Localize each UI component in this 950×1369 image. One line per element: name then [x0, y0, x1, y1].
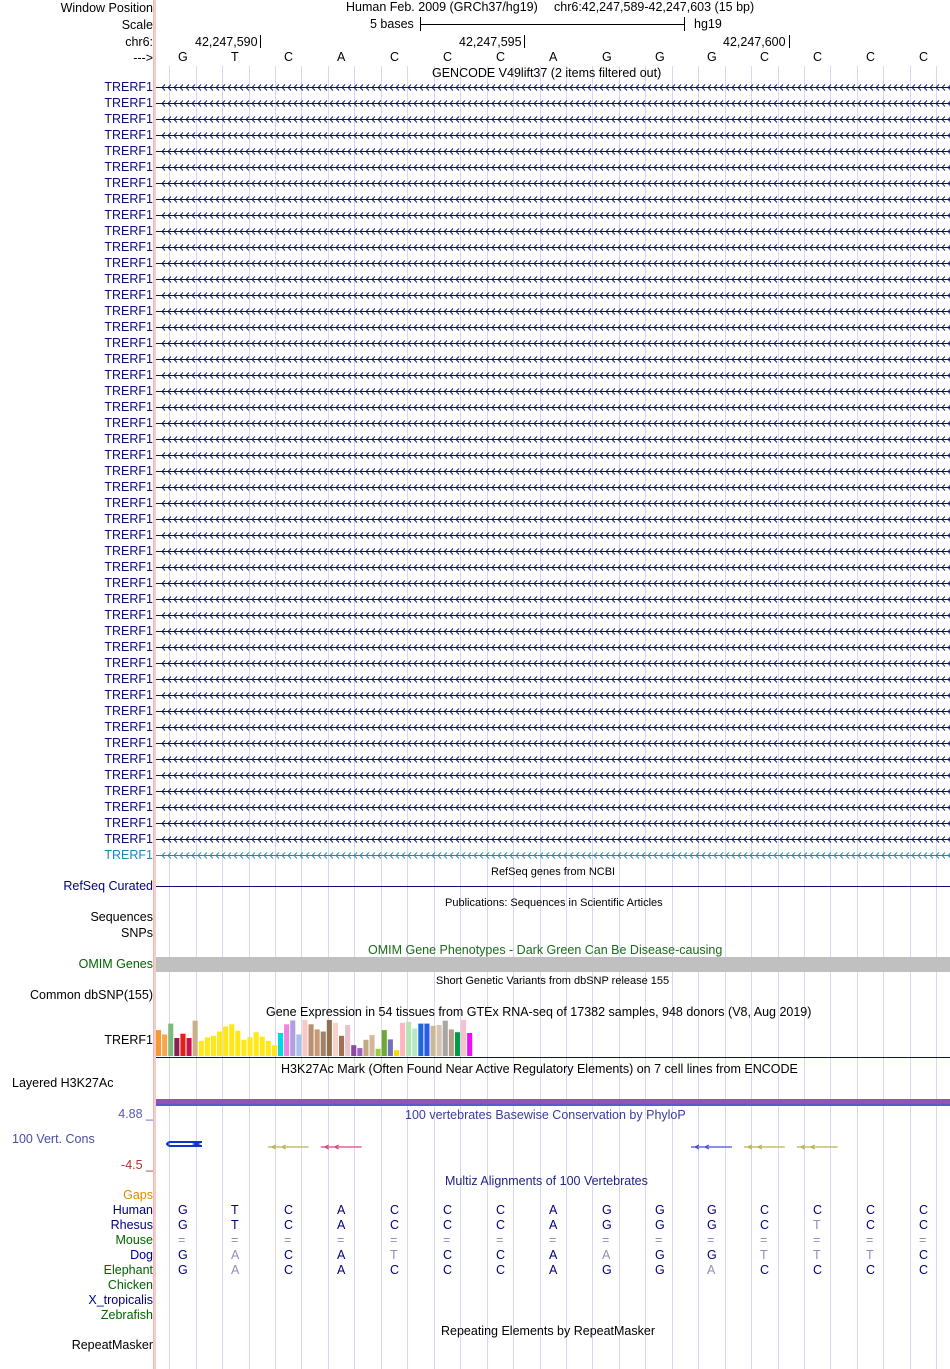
gencode-row-label[interactable]: TRERF1 — [104, 528, 153, 542]
aligned-base: C — [919, 1263, 929, 1277]
aligned-base: C — [760, 1203, 770, 1217]
gtex-tissue-bar[interactable] — [382, 1030, 387, 1056]
gencode-row-label[interactable]: TRERF1 — [104, 272, 153, 286]
aligned-base: C — [813, 1203, 823, 1217]
aligned-base: C — [813, 1263, 823, 1277]
window-position-label: Window Position — [60, 1, 153, 15]
aligned-base: G — [602, 1218, 612, 1232]
reference-base: G — [655, 50, 665, 64]
gtex-tissue-bar[interactable] — [345, 1025, 350, 1056]
gtex-bar-chart[interactable] — [156, 1018, 950, 1058]
track-data-area — [156, 0, 950, 1369]
gencode-transcript-line[interactable] — [156, 675, 950, 683]
aligned-base: C — [390, 1263, 400, 1277]
refseq-curated-label[interactable]: RefSeq Curated — [63, 879, 153, 893]
gencode-transcript-line[interactable] — [156, 739, 950, 747]
gtex-tissue-bar[interactable] — [174, 1038, 179, 1056]
gtex-tissue-bar[interactable] — [205, 1037, 210, 1056]
aligned-base: A — [337, 1263, 346, 1277]
tick-label-2: 42,247,595 — [459, 35, 522, 49]
gencode-transcript-line[interactable] — [156, 835, 950, 843]
species-label[interactable]: Zebrafish — [100, 1308, 153, 1322]
gencode-row-label[interactable]: TRERF1 — [104, 496, 153, 510]
omim-title[interactable]: OMIM Gene Phenotypes - Dark Green Can Be Disease-causing — [368, 943, 723, 957]
aligned-base: C — [284, 1203, 294, 1217]
gencode-transcript-line[interactable] — [156, 387, 950, 395]
phylop-score-mark[interactable] — [268, 1145, 309, 1149]
gencode-row-label[interactable]: TRERF1 — [104, 816, 153, 830]
omim-genes-label[interactable]: OMIM Genes — [78, 957, 153, 971]
gencode-transcript-line[interactable] — [156, 707, 950, 715]
aligned-base: C — [443, 1203, 453, 1217]
gencode-row-label[interactable]: TRERF1 — [104, 432, 153, 446]
gencode-transcript-line[interactable] — [156, 691, 950, 699]
db-text: hg19 — [694, 17, 722, 31]
gencode-row-label[interactable]: TRERF1 — [104, 704, 153, 718]
gencode-transcript-line[interactable] — [156, 659, 950, 667]
chrom-label: chr6: — [125, 35, 153, 49]
aligned-base: T — [231, 1218, 239, 1232]
reference-base: G — [602, 50, 612, 64]
gencode-transcript-line[interactable] — [156, 723, 950, 731]
gtex-tissue-bar[interactable] — [394, 1050, 399, 1056]
aligned-base: C — [443, 1263, 453, 1277]
gtex-tissue-bar[interactable] — [248, 1037, 253, 1056]
gencode-row-label[interactable]: TRERF1 — [104, 160, 153, 174]
aligned-base: = — [602, 1233, 610, 1247]
gencode-row-label[interactable]: TRERF1 — [104, 400, 153, 414]
gencode-transcript-line[interactable] — [156, 99, 950, 107]
aligned-base: C — [443, 1218, 453, 1232]
gencode-transcript-line[interactable] — [156, 291, 950, 299]
gtex-tissue-bar[interactable] — [467, 1033, 472, 1056]
aligned-base: A — [602, 1248, 611, 1262]
aligned-base: G — [707, 1218, 717, 1232]
aligned-base: C — [919, 1203, 929, 1217]
gencode-transcript-line[interactable] — [156, 371, 950, 379]
aligned-base: T — [866, 1248, 874, 1262]
aligned-base: G — [655, 1263, 665, 1277]
gtex-gene-label[interactable]: TRERF1 — [104, 1033, 153, 1047]
aligned-base: C — [390, 1218, 400, 1232]
gencode-transcript-line[interactable] — [156, 787, 950, 795]
aligned-base: C — [496, 1218, 506, 1232]
gencode-row-label[interactable]: TRERF1 — [104, 320, 153, 334]
aligned-base: G — [178, 1248, 188, 1262]
gtex-tissue-bar[interactable] — [376, 1049, 381, 1056]
gencode-row-label[interactable]: TRERF1 — [104, 128, 153, 142]
scale-text: 5 bases — [370, 17, 414, 31]
gencode-transcript-line[interactable] — [156, 259, 950, 267]
aligned-base: C — [284, 1218, 294, 1232]
gtex-tissue-bar[interactable] — [357, 1048, 362, 1056]
aligned-base: C — [496, 1203, 506, 1217]
aligned-base: C — [443, 1248, 453, 1262]
h3k27ac-title[interactable]: H3K27Ac Mark (Often Found Near Active Regulatory Elements) on 7 cell lines from ENCODE — [281, 1062, 798, 1076]
tick-mark-2 — [524, 35, 525, 48]
aligned-base: = — [443, 1233, 451, 1247]
gencode-row-label[interactable]: TRERF1 — [104, 384, 153, 398]
aligned-base: G — [178, 1218, 188, 1232]
aligned-base: T — [813, 1218, 821, 1232]
gtex-tissue-bar[interactable] — [235, 1031, 240, 1056]
gaps-label: Gaps — [123, 1188, 153, 1202]
gtex-tissue-bar[interactable] — [296, 1034, 301, 1056]
gencode-transcript-line[interactable] — [156, 435, 950, 443]
gencode-transcript-line[interactable] — [156, 307, 950, 315]
species-label[interactable]: Chicken — [107, 1278, 153, 1292]
gtex-tissue-bar[interactable] — [333, 1023, 338, 1056]
gtex-tissue-bar[interactable] — [290, 1020, 295, 1056]
pubs-title[interactable]: Publications: Sequences in Scientific Articles — [445, 897, 663, 909]
gencode-transcript-line[interactable] — [156, 451, 950, 459]
reference-base: A — [337, 50, 346, 64]
species-label[interactable]: X_tropicalis — [88, 1293, 153, 1307]
reference-base: G — [707, 50, 717, 64]
aligned-base: C — [496, 1248, 506, 1262]
gencode-row-label[interactable]: TRERF1 — [104, 560, 153, 574]
gencode-transcript-line[interactable] — [156, 83, 950, 91]
gencode-row-label[interactable]: TRERF1 — [104, 240, 153, 254]
strand-label: ---> — [133, 51, 153, 65]
h3k27ac-signal[interactable] — [156, 1099, 950, 1107]
phylop-title[interactable]: 100 vertebrates Basewise Conservation by PhyloP — [405, 1108, 686, 1122]
gencode-transcript-line[interactable] — [156, 755, 950, 763]
aligned-base: A — [549, 1248, 558, 1262]
layered-h3k27ac-label[interactable]: Layered H3K27Ac — [12, 1076, 114, 1090]
gencode-row-label[interactable]: TRERF1 — [104, 96, 153, 110]
refseq-gene-line[interactable] — [156, 886, 950, 887]
position-text: chr6:42,247,589-42,247,603 (15 bp) — [554, 0, 755, 14]
gencode-transcript-line[interactable] — [156, 515, 950, 523]
gencode-transcript-line[interactable] — [156, 275, 950, 283]
aligned-base: G — [655, 1218, 665, 1232]
species-label[interactable]: Dog — [130, 1248, 153, 1262]
gencode-row-label[interactable]: TRERF1 — [104, 480, 153, 494]
aligned-base: C — [496, 1263, 506, 1277]
gtex-tissue-bar[interactable] — [449, 1029, 454, 1056]
reference-base: C — [443, 50, 453, 64]
vert-cons-label[interactable]: 100 Vert. Cons — [12, 1132, 95, 1146]
gencode-transcript-line[interactable] — [156, 611, 950, 619]
gencode-transcript-line[interactable] — [156, 211, 950, 219]
gencode-row-label[interactable]: TRERF1 — [104, 304, 153, 318]
gencode-row-label[interactable]: TRERF1 — [104, 736, 153, 750]
gtex-tissue-bar[interactable] — [406, 1022, 411, 1056]
tick-label-3: 42,247,600 — [723, 35, 786, 49]
aligned-base: C — [284, 1248, 294, 1262]
gtex-tissue-bar[interactable] — [168, 1024, 173, 1056]
gtex-tissue-bar[interactable] — [199, 1041, 204, 1056]
phylop-score-mark[interactable] — [797, 1145, 838, 1149]
gencode-row-label[interactable]: TRERF1 — [104, 800, 153, 814]
gencode-row-label[interactable]: TRERF1 — [104, 176, 153, 190]
reference-base: A — [549, 50, 558, 64]
gencode-row-label[interactable]: TRERF1 — [104, 832, 153, 846]
repeatmasker-label[interactable]: RepeatMasker — [71, 1338, 153, 1352]
gencode-row-label[interactable]: TRERF1 — [104, 672, 153, 686]
gtex-tissue-bar[interactable] — [327, 1020, 332, 1056]
species-label[interactable]: Human — [112, 1203, 153, 1217]
reference-base: C — [284, 50, 294, 64]
reference-base: C — [813, 50, 823, 64]
aligned-base: = — [231, 1233, 239, 1247]
gtex-tissue-bar[interactable] — [351, 1045, 356, 1056]
gtex-tissue-bar[interactable] — [443, 1021, 448, 1056]
phylop-score-mark[interactable] — [167, 1142, 202, 1146]
reference-base: C — [390, 50, 400, 64]
aligned-base: = — [390, 1233, 398, 1247]
gencode-row-label[interactable]: TRERF1 — [104, 144, 153, 158]
gtex-tissue-bar[interactable] — [278, 1033, 283, 1056]
gencode-row-label[interactable]: TRERF1 — [104, 224, 153, 238]
gencode-row-label[interactable]: TRERF1 — [104, 256, 153, 270]
gencode-transcript-line[interactable] — [156, 499, 950, 507]
refseq-title[interactable]: RefSeq genes from NCBI — [491, 866, 616, 878]
aligned-base: G — [655, 1203, 665, 1217]
gencode-row-label[interactable]: TRERF1 — [104, 784, 153, 798]
aligned-base: G — [178, 1263, 188, 1277]
gencode-row-label[interactable]: TRERF1 — [104, 768, 153, 782]
phylop-score-mark[interactable] — [321, 1145, 362, 1149]
gencode-title[interactable]: GENCODE V49lift37 (2 items filtered out) — [432, 66, 662, 80]
aligned-base: A — [707, 1263, 716, 1277]
gencode-row-label[interactable]: TRERF1 — [104, 464, 153, 478]
gencode-transcript-line[interactable] — [156, 579, 950, 587]
gtex-tissue-bar[interactable] — [370, 1035, 375, 1056]
aligned-base: C — [866, 1203, 876, 1217]
gencode-row-label[interactable]: TRERF1 — [104, 352, 153, 366]
gencode-transcript-line[interactable] — [156, 179, 950, 187]
assembly-text: Human Feb. 2009 (GRCh37/hg19) — [346, 0, 538, 14]
aligned-base: G — [602, 1263, 612, 1277]
gencode-transcript-line[interactable] — [156, 531, 950, 539]
gtex-tissue-bar[interactable] — [302, 1020, 307, 1056]
aligned-base: T — [390, 1248, 398, 1262]
aligned-base: = — [496, 1233, 504, 1247]
tick-mark-3 — [789, 35, 790, 48]
phylop-min-label: -4.5 _ — [121, 1158, 153, 1172]
aligned-base: = — [549, 1233, 557, 1247]
gtex-tissue-bar[interactable] — [461, 1020, 466, 1056]
gtex-tissue-bar[interactable] — [424, 1024, 429, 1056]
gencode-transcript-line[interactable] — [156, 563, 950, 571]
repeatmasker-title[interactable]: Repeating Elements by RepeatMasker — [441, 1324, 656, 1338]
gencode-transcript-line[interactable] — [156, 163, 950, 171]
reference-base: C — [866, 50, 876, 64]
gencode-transcript-line[interactable] — [156, 803, 950, 811]
gtex-tissue-bar[interactable] — [455, 1032, 460, 1056]
gtex-tissue-bar[interactable] — [229, 1024, 234, 1056]
gencode-transcript-line[interactable] — [156, 131, 950, 139]
aligned-base: T — [231, 1203, 239, 1217]
gtex-tissue-bar[interactable] — [437, 1025, 442, 1056]
reference-base: C — [760, 50, 770, 64]
common-dbsnp-label[interactable]: Common dbSNP(155) — [30, 988, 153, 1002]
aligned-base: A — [549, 1218, 558, 1232]
gencode-transcript-line[interactable] — [156, 115, 950, 123]
aligned-base: A — [337, 1203, 346, 1217]
gtex-tissue-bar[interactable] — [223, 1027, 228, 1057]
gencode-row-label[interactable]: TRERF1 — [104, 288, 153, 302]
gencode-row-label[interactable]: TRERF1 — [104, 576, 153, 590]
gencode-row-label[interactable]: TRERF1 — [104, 688, 153, 702]
omim-gene-bar[interactable] — [156, 957, 950, 972]
aligned-base: = — [178, 1233, 186, 1247]
species-label[interactable]: Mouse — [115, 1233, 153, 1247]
gencode-row-label[interactable]: TRERF1 — [104, 448, 153, 462]
aligned-base: = — [655, 1233, 663, 1247]
gencode-row-label[interactable]: TRERF1 — [104, 512, 153, 526]
sequences-label[interactable]: Sequences — [90, 910, 153, 924]
gtex-tissue-bar[interactable] — [241, 1040, 246, 1056]
gencode-transcript-line[interactable] — [156, 771, 950, 779]
gtex-tissue-bar[interactable] — [400, 1023, 405, 1056]
aligned-base: C — [866, 1263, 876, 1277]
aligned-base: G — [602, 1203, 612, 1217]
gtex-tissue-bar[interactable] — [363, 1040, 368, 1056]
gencode-row-label[interactable]: TRERF1 — [104, 192, 153, 206]
gencode-transcript-line[interactable] — [156, 547, 950, 555]
reference-base: T — [231, 50, 239, 64]
gtex-tissue-bar[interactable] — [187, 1038, 192, 1056]
gencode-transcript-line[interactable] — [156, 195, 950, 203]
aligned-base: = — [337, 1233, 345, 1247]
aligned-base: C — [284, 1263, 294, 1277]
gencode-transcript-line[interactable] — [156, 147, 950, 155]
gtex-tissue-bar[interactable] — [272, 1045, 277, 1056]
aligned-base: A — [231, 1263, 240, 1277]
dbsnp-title[interactable]: Short Genetic Variants from dbSNP release 155 — [436, 975, 670, 987]
aligned-base: = — [813, 1233, 821, 1247]
gtex-tissue-bar[interactable] — [431, 1026, 436, 1056]
species-label[interactable]: Rhesus — [110, 1218, 153, 1232]
aligned-base: T — [760, 1248, 768, 1262]
aligned-base: A — [231, 1248, 240, 1262]
phylop-score-mark[interactable] — [691, 1145, 732, 1149]
gencode-row-label[interactable]: TRERF1 — [104, 368, 153, 382]
gtex-tissue-bar[interactable] — [388, 1039, 393, 1056]
gencode-transcript-line[interactable] — [156, 851, 950, 859]
gtex-title[interactable]: Gene Expression in 54 tissues from GTEx RNA-seq of 17382 samples, 948 donors (V8, Aug 2019) — [266, 1005, 812, 1019]
gtex-tissue-bar[interactable] — [315, 1029, 320, 1056]
tick-label-1: 42,247,590 — [195, 35, 258, 49]
aligned-base: C — [760, 1263, 770, 1277]
gencode-transcript-line[interactable] — [156, 323, 950, 331]
aligned-base: C — [919, 1218, 929, 1232]
multiz-title[interactable]: Multiz Alignments of 100 Vertebrates — [445, 1174, 648, 1188]
species-label[interactable]: Elephant — [103, 1263, 153, 1277]
gencode-transcript-line[interactable] — [156, 243, 950, 251]
aligned-base: C — [866, 1218, 876, 1232]
gtex-tissue-bar[interactable] — [260, 1037, 265, 1056]
aligned-base: = — [760, 1233, 768, 1247]
gencode-row-label[interactable]: TRERF1 — [104, 336, 153, 350]
gencode-row-label[interactable]: TRERF1 — [104, 80, 153, 94]
scale-bar — [420, 17, 686, 31]
gtex-tissue-bar[interactable] — [180, 1034, 185, 1056]
gtex-tissue-bar[interactable] — [309, 1024, 314, 1056]
scale-label: Scale — [121, 18, 153, 32]
gencode-row-label[interactable]: TRERF1 — [104, 608, 153, 622]
aligned-base: G — [655, 1248, 665, 1262]
gencode-transcript-line[interactable] — [156, 643, 950, 651]
reference-base: C — [919, 50, 929, 64]
gencode-row-label[interactable]: TRERF1 — [104, 544, 153, 558]
gtex-tissue-bar[interactable] — [193, 1021, 198, 1056]
gtex-tissue-bar[interactable] — [156, 1030, 161, 1056]
aligned-base: A — [337, 1218, 346, 1232]
aligned-base: G — [178, 1203, 188, 1217]
gencode-transcript-line[interactable] — [156, 355, 950, 363]
snps-label[interactable]: SNPs — [121, 926, 153, 940]
aligned-base: C — [390, 1203, 400, 1217]
gencode-row-label[interactable]: TRERF1 — [104, 752, 153, 766]
aligned-base: A — [337, 1248, 346, 1262]
gtex-tissue-bar[interactable] — [211, 1036, 216, 1056]
gencode-row-label[interactable]: TRERF1 — [104, 720, 153, 734]
gencode-row-label[interactable]: TRERF1 — [104, 656, 153, 670]
gencode-transcript-line[interactable] — [156, 227, 950, 235]
gtex-tissue-bar[interactable] — [321, 1032, 326, 1057]
gencode-transcript-line[interactable] — [156, 339, 950, 347]
track-label-column — [0, 0, 153, 1369]
gencode-row-label[interactable]: TRERF1 — [104, 592, 153, 606]
gtex-tissue-bar[interactable] — [162, 1034, 167, 1056]
gencode-transcript-line[interactable] — [156, 595, 950, 603]
gtex-tissue-bar[interactable] — [339, 1036, 344, 1056]
gtex-tissue-bar[interactable] — [284, 1024, 289, 1056]
aligned-base: G — [707, 1248, 717, 1262]
gtex-tissue-bar[interactable] — [254, 1032, 259, 1056]
gencode-row-label[interactable]: TRERF1 — [104, 640, 153, 654]
phylop-chart[interactable] — [156, 1124, 950, 1176]
gencode-transcript-line[interactable] — [156, 627, 950, 635]
gencode-transcript-line[interactable] — [156, 819, 950, 827]
gencode-transcript-line[interactable] — [156, 467, 950, 475]
gencode-row-label[interactable]: TRERF1 — [104, 416, 153, 430]
reference-base: C — [496, 50, 506, 64]
gtex-tissue-bar[interactable] — [412, 1029, 417, 1056]
gtex-tissue-bar[interactable] — [418, 1024, 423, 1056]
aligned-base: = — [919, 1233, 927, 1247]
aligned-base: C — [760, 1218, 770, 1232]
gencode-row-label[interactable]: TRERF1 — [104, 624, 153, 638]
aligned-base: = — [284, 1233, 292, 1247]
aligned-base: G — [707, 1203, 717, 1217]
gencode-row-label[interactable]: TRERF1 — [104, 848, 153, 862]
aligned-base: = — [866, 1233, 874, 1247]
gencode-transcript-line[interactable] — [156, 403, 950, 411]
gencode-transcript-line[interactable] — [156, 419, 950, 427]
gencode-transcript-line[interactable] — [156, 483, 950, 491]
aligned-base: T — [813, 1248, 821, 1262]
gtex-tissue-bar[interactable] — [217, 1032, 222, 1057]
phylop-max-label: 4.88 _ — [118, 1107, 153, 1121]
aligned-base: C — [919, 1248, 929, 1262]
aligned-base: A — [549, 1263, 558, 1277]
gencode-row-label[interactable]: TRERF1 — [104, 208, 153, 222]
gencode-row-label[interactable]: TRERF1 — [104, 112, 153, 126]
gtex-tissue-bar[interactable] — [266, 1041, 271, 1056]
reference-base: G — [178, 50, 188, 64]
aligned-base: = — [707, 1233, 715, 1247]
tick-mark-1 — [260, 35, 261, 48]
phylop-score-mark[interactable] — [744, 1145, 785, 1149]
aligned-base: A — [549, 1203, 558, 1217]
